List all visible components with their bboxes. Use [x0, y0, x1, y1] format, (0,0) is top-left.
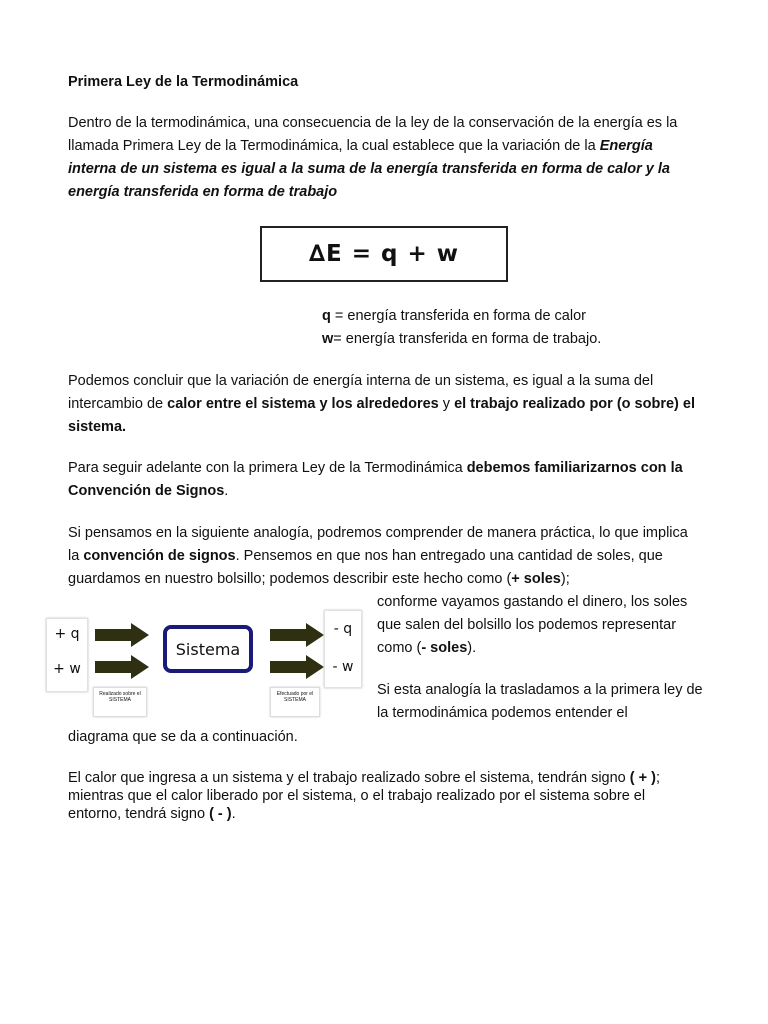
w-symbol: w: [322, 331, 334, 347]
system-label: Sistema: [175, 639, 241, 659]
side-text-end: ).: [467, 640, 477, 656]
sign-rule-text-1: El calor que ingresa a un sistema y el trabajo realizado sobre el sistema, tendrán signo: [68, 770, 630, 786]
q-symbol: q: [322, 308, 331, 324]
analogy-bold-plus-soles: + soles: [511, 571, 561, 587]
analogy-transfer-text: Si esta analogía la trasladamos a la primera ley de la termodinámica podemos entender el: [377, 682, 703, 721]
intro-paragraph: [68, 112, 698, 204]
page-title: Primera Ley de la Termodinámica: [68, 74, 299, 90]
sign-rule-end: .: [231, 806, 236, 822]
sign-rule-text-2: ; mientras que el calor liberado por el sistema, o el trabajo realizado por el sistema sobre el entorno, tendrá signo: [68, 770, 660, 822]
convention-text: Para seguir adelante con la primera Ley de la Termodinámica: [68, 460, 467, 476]
output-arrow-w-icon: [270, 655, 324, 679]
analogy-text-1: Si pensamos en la siguiente analogía, podremos comprender de manera práctica, lo que implica la: [68, 525, 688, 564]
diagram-intro-line: diagrama que se da a continuación.: [68, 729, 298, 745]
analogy-paragraph: [68, 522, 698, 591]
intro-emphasis: Energía interna de un sistema es igual a la suma de la energía transferida en forma de calor y la energía transferida en forma de trabajo: [68, 138, 670, 200]
input-arrow-q-icon: [95, 623, 149, 647]
realizado-note: Realizado sobre el SISTEMA: [93, 687, 147, 717]
analogy-text-2: . Pensemos en que nos han entregado una cantidad de soles, que guardamos en nuestro bolsillo; podemos describir este hecho como (: [68, 548, 663, 587]
plus-w-label: + w: [53, 661, 81, 677]
conclusion-text: Podemos concluir que la variación de energía interna de un sistema, es igual a la suma del intercambio de: [68, 373, 654, 412]
sign-rule-plus: ( + ): [629, 770, 656, 786]
formula-text: ∆E = q + w: [308, 241, 460, 267]
input-signs-box: [46, 618, 88, 692]
conclusion-paragraph: [68, 370, 698, 439]
analogy-bold-signs: convención de signos: [83, 548, 236, 564]
analogy-side-text: [377, 591, 707, 660]
analogy-text-3: );: [560, 571, 570, 587]
convention-end: .: [224, 483, 229, 499]
intro-text: Dentro de la termodinámica, una consecuencia de la ley de la conservación de la energía es la llamada Primera Ley de la Termodinámica, la cual establece que la variación de la: [68, 115, 678, 154]
q-definition: = energía transferida en forma de calor: [330, 308, 586, 324]
convention-bold: debemos familiarizarnos con la Convención de Signos: [68, 460, 683, 499]
plus-q-label: + q: [54, 626, 80, 642]
conclusion-connector: y: [438, 396, 455, 412]
minus-w-label: - w: [332, 659, 354, 675]
definition-w: [322, 328, 601, 351]
conclusion-bold-heat: calor entre el sistema y los alrededores: [167, 396, 439, 412]
w-definition: = energía transferida en forma de trabajo.: [333, 331, 602, 347]
efectuado-note: Efectuado por el SISTEMA: [270, 687, 320, 717]
output-arrow-q-icon: [270, 623, 324, 647]
side-bold-minus-soles: - soles: [421, 640, 468, 656]
system-box: [163, 625, 253, 673]
output-signs-box: [324, 610, 362, 688]
variable-definitions: [322, 305, 601, 351]
side-text-1: conforme vayamos gastando el dinero, los soles que salen del bolsillo los podemos representar como (: [377, 594, 688, 656]
sign-convention-diagram: [44, 608, 364, 720]
convention-paragraph: [68, 457, 698, 503]
sign-rule-minus: ( - ): [209, 806, 232, 822]
conclusion-bold-work: el trabajo realizado por (o sobre) el sistema.: [68, 396, 695, 435]
minus-q-label: - q: [333, 621, 353, 637]
sign-rule-paragraph: [68, 769, 698, 823]
formula-box: [260, 226, 508, 282]
definition-q: [322, 305, 601, 328]
input-arrow-w-icon: [95, 655, 149, 679]
